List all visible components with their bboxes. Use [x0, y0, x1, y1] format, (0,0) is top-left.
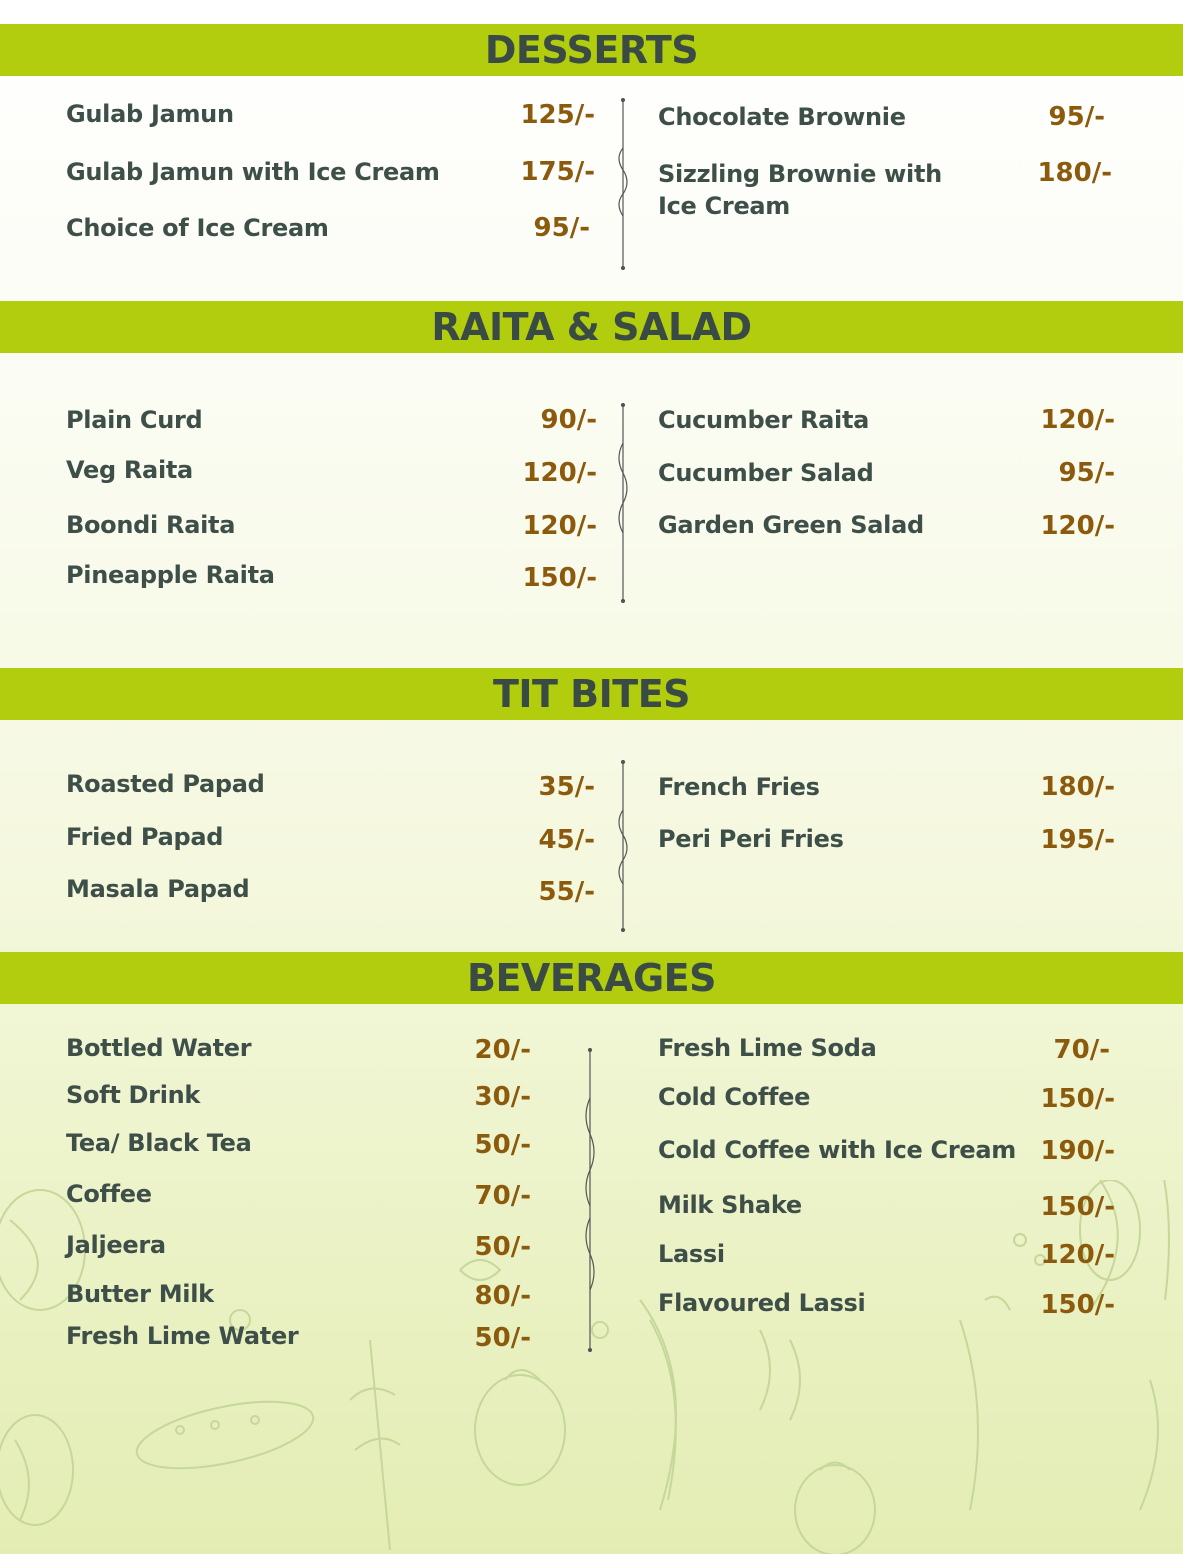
menu-item-price: 70/- [474, 1181, 531, 1211]
menu-item-price: 90/- [540, 405, 597, 435]
ornamental-divider [613, 403, 633, 603]
menu-item-price: 120/- [1040, 405, 1115, 435]
menu-item-name: Plain Curd [66, 406, 203, 434]
menu-item-price: 120/- [1040, 1240, 1115, 1270]
menu-item-name: Tea/ Black Tea [66, 1129, 252, 1157]
menu-item-price: 120/- [522, 458, 597, 488]
menu-item-name: Fresh Lime Water [66, 1322, 299, 1350]
menu-item-name: Pineapple Raita [66, 561, 275, 589]
menu-item-name: Fresh Lime Soda [658, 1034, 877, 1062]
menu-item-name: Cold Coffee [658, 1083, 811, 1111]
menu-item-name: Gulab Jamun [66, 100, 234, 128]
menu-item-name: Gulab Jamun with Ice Cream [66, 158, 440, 186]
menu-item-name: Coffee [66, 1180, 152, 1208]
menu-item-price: 150/- [522, 563, 597, 593]
section-title-beverages: BEVERAGES [467, 956, 716, 1000]
menu-item-price: 30/- [474, 1082, 531, 1112]
menu-item-price: 95/- [533, 213, 590, 243]
menu-item-name: Roasted Papad [66, 770, 265, 798]
ornamental-divider [580, 1048, 600, 1352]
menu-item-price: 195/- [1040, 825, 1115, 855]
ornamental-divider [613, 98, 633, 270]
menu-item-price: 45/- [538, 825, 595, 855]
menu-item-name: Masala Papad [66, 875, 250, 903]
menu-item-price: 80/- [474, 1281, 531, 1311]
menu-item-name: Boondi Raita [66, 511, 236, 539]
menu-item-name: Chocolate Brownie [658, 103, 906, 131]
menu-item-name: Flavoured Lassi [658, 1289, 866, 1317]
menu-item-name: Cucumber Salad [658, 459, 874, 487]
menu-item-name: Peri Peri Fries [658, 825, 844, 853]
menu-item-price: 125/- [520, 100, 595, 130]
menu-item-price: 150/- [1040, 1084, 1115, 1114]
menu-item-name: Veg Raita [66, 456, 193, 484]
section-header-beverages [0, 952, 1183, 1004]
menu-item-name: Milk Shake [658, 1191, 802, 1219]
menu-item-name: Soft Drink [66, 1081, 201, 1109]
menu-item-price: 180/- [1040, 772, 1115, 802]
menu-item-price: 55/- [538, 877, 595, 907]
menu-item-price: 70/- [1053, 1035, 1110, 1065]
menu-item-price: 175/- [520, 157, 595, 187]
menu-item-price: 20/- [474, 1035, 531, 1065]
section-header-raita-salad [0, 301, 1183, 353]
section-header-tit-bites [0, 668, 1183, 720]
menu-item-price: 120/- [522, 511, 597, 541]
menu-item-price: 95/- [1048, 102, 1105, 132]
section-header-desserts [0, 24, 1183, 76]
menu-item-price: 180/- [1037, 158, 1112, 188]
menu-item-name: Lassi [658, 1240, 725, 1268]
menu-item-name: Garden Green Salad [658, 511, 924, 539]
menu-item-name: Bottled Water [66, 1034, 252, 1062]
menu-item-name: Fried Papad [66, 823, 224, 851]
menu-item-name: Sizzling Brownie with Ice Cream [658, 160, 942, 220]
menu-item-price: 95/- [1058, 458, 1115, 488]
menu-item-price: 190/- [1040, 1136, 1115, 1166]
menu-item-price: 50/- [474, 1232, 531, 1262]
menu-item-name: Cold Coffee with Ice Cream [658, 1136, 1016, 1164]
ornamental-divider [613, 760, 633, 932]
section-title-tit-bites: TIT BITES [492, 672, 691, 716]
menu-item-price: 50/- [474, 1323, 531, 1353]
section-title-raita-salad: RAITA & SALAD [431, 305, 752, 349]
menu-item-price: 150/- [1040, 1192, 1115, 1222]
menu-item-name: French Fries [658, 773, 820, 801]
menu-item-price: 120/- [1040, 511, 1115, 541]
menu-item-price: 50/- [474, 1130, 531, 1160]
menu-item-name: Choice of Ice Cream [66, 214, 329, 242]
menu-item-name: Jaljeera [66, 1231, 166, 1259]
menu-item-name: Cucumber Raita [658, 406, 870, 434]
menu-item-price: 150/- [1040, 1290, 1115, 1320]
menu-item-name: Butter Milk [66, 1280, 214, 1308]
menu-item-price: 35/- [538, 772, 595, 802]
section-title-desserts: DESSERTS [484, 28, 699, 72]
